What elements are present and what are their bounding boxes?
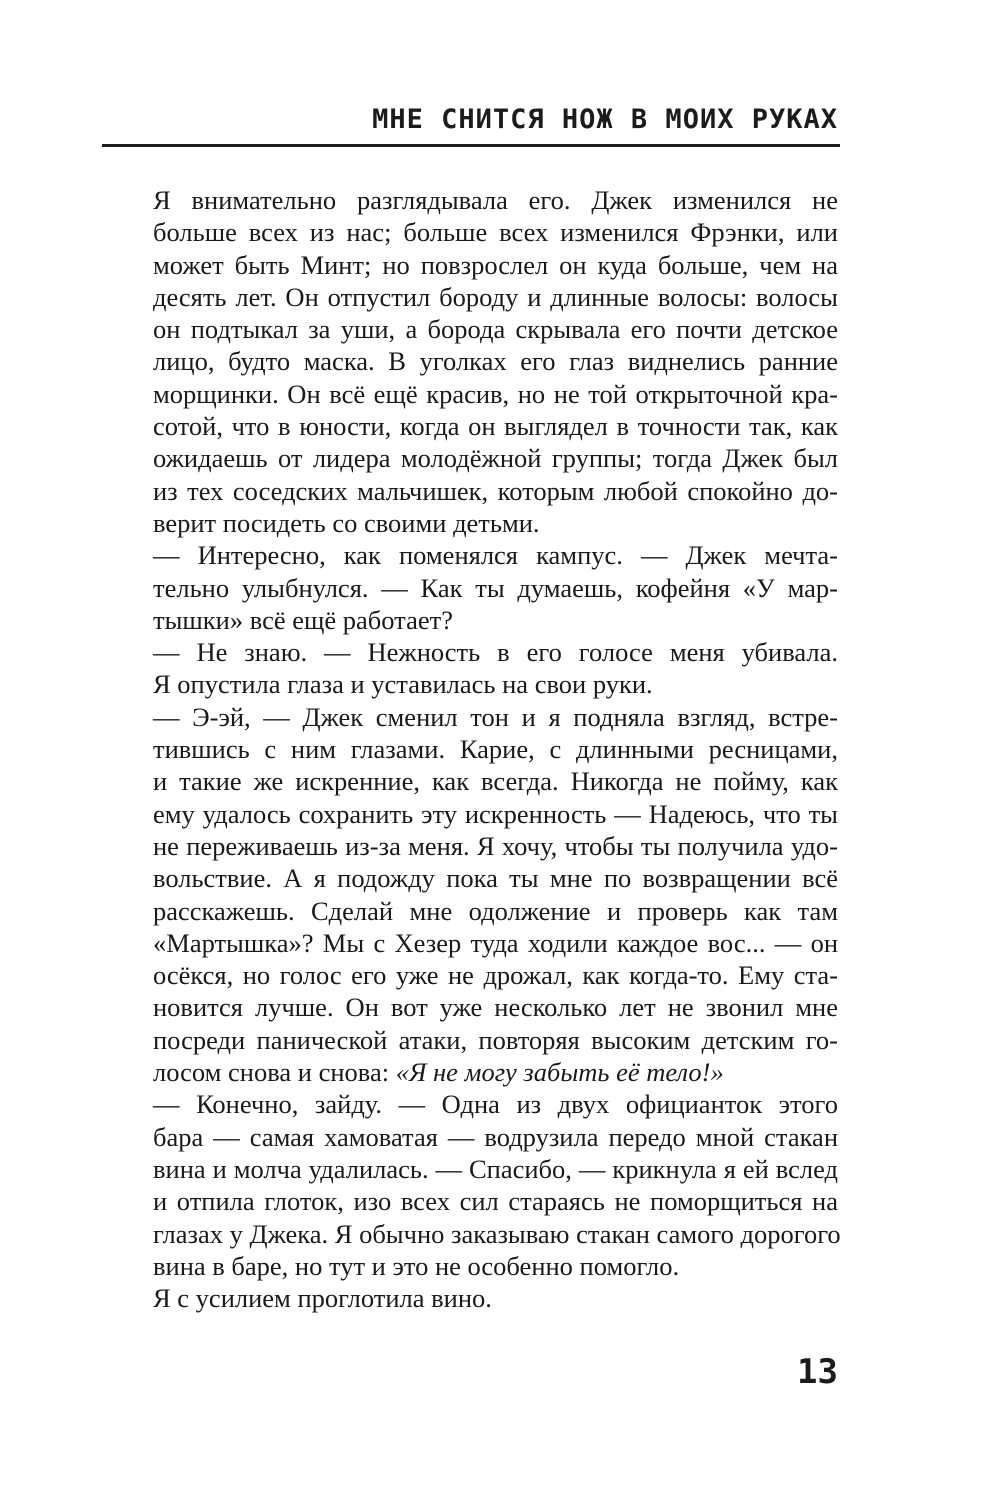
text-line: морщинки. Он всё ещё красив, но не той открыточной кра-: [153, 378, 838, 409]
text-line: из тех соседских мальчишек, которым любой спокойно до-: [153, 475, 838, 506]
text-line: лицо, будто маска. В уголках его глаз виднелись ранние: [153, 346, 838, 377]
text-line: новится лучше. Он вот уже несколько лет не звонил мне: [153, 992, 838, 1023]
text-line: не переживаешь из-за меня. Я хочу, чтобы ты получила удо-: [153, 830, 838, 861]
page-number: 13: [797, 1352, 838, 1392]
text-line: верит посидеть со своими детьми.: [153, 507, 540, 538]
text-line: — Интересно, как поменялся кампус. — Джек мечта-: [153, 540, 838, 571]
text-line: тышки» всё ещё работает?: [153, 604, 453, 635]
text-line: больше всех из нас; больше всех изменился Фрэнки, или: [153, 217, 838, 248]
text-line: ему удалось сохранить эту искренность — Надеюсь, что ты: [153, 798, 838, 829]
text-line-prefix: лосом снова и снова:: [153, 1057, 396, 1088]
text-line: десять лет. Он отпустил бороду и длинные волосы: волосы: [153, 281, 838, 312]
text-line: тельно улыбнулся. — Как ты думаешь, кофейня «У мар-: [153, 572, 838, 603]
running-title: МНЕ СНИТСЯ НОЖ В МОИХ РУКАХ: [372, 104, 838, 135]
text-line: бара — самая хамоватая — водрузила передо мной стакан: [153, 1121, 838, 1152]
text-line: осёкся, но голос его уже не дрожал, как когда-то. Ему ста-: [153, 960, 838, 991]
text-line: Я внимательно разглядывала его. Джек изменился не: [153, 185, 838, 215]
italic-quote: «Я не могу забыть её тело!»: [395, 1057, 724, 1088]
text-line: вина в баре, но тут и это не особенно помогло.: [153, 1250, 680, 1281]
text-line: — Конечно, зайду. — Одна из двух официанток этого: [153, 1089, 838, 1120]
header-rule: [102, 144, 840, 147]
text-line: Я опустила глаза и уставилась на свои руки.: [153, 669, 653, 700]
paragraph-5: [106, 1088, 841, 1282]
text-line: расскажешь. Сделай мне одолжение и проверь как там: [153, 895, 838, 926]
text-line: и такие же искренние, как всегда. Никогда не пойму, как: [153, 766, 838, 797]
text-line: сотой, что в юности, когда он выглядел в точности так, как: [153, 411, 838, 442]
text-line: тившись с ним глазами. Карие, с длинными ресницами,: [153, 734, 838, 765]
text-line: — Не знаю. — Нежность в его голосе меня убивала.: [153, 637, 838, 668]
text-line: Я с усилием проглотила вино.: [153, 1283, 492, 1314]
paragraph-6: [106, 1282, 838, 1314]
paragraph-3: [106, 636, 838, 701]
text-line: «Мартышка»? Мы с Хезер туда ходили каждое вос... — он: [153, 927, 838, 958]
paragraph-2: [106, 539, 838, 636]
text-line: ожидаешь от лидера молодёжной группы; тогда Джек был: [153, 443, 838, 474]
text-line: посреди панической атаки, повторяя высоким детским го-: [153, 1024, 838, 1055]
text-line: может быть Минт; но повзрослел он куда больше, чем на: [153, 249, 838, 280]
paragraph-4: [106, 701, 838, 1089]
text-line: вина и молча удалилась. — Спасибо, — крикнула я ей вслед: [153, 1153, 838, 1184]
text-line: вольствие. А я подожду пока ты мне по возвращении всё: [153, 863, 838, 894]
text-body: [106, 184, 841, 1314]
text-line: — Э-эй, — Джек сменил тон и я подняла взгляд, встре-: [153, 701, 838, 732]
text-line: глазах у Джека. Я обычно заказываю стакан самого дорогого: [153, 1218, 841, 1249]
text-line: он подтыкал за уши, а борода скрывала его почти детское: [153, 314, 838, 345]
text-line: [106, 1056, 838, 1088]
text-line: и отпила глоток, изо всех сил стараясь не поморщиться на: [153, 1186, 838, 1217]
paragraph-1: [106, 184, 838, 539]
